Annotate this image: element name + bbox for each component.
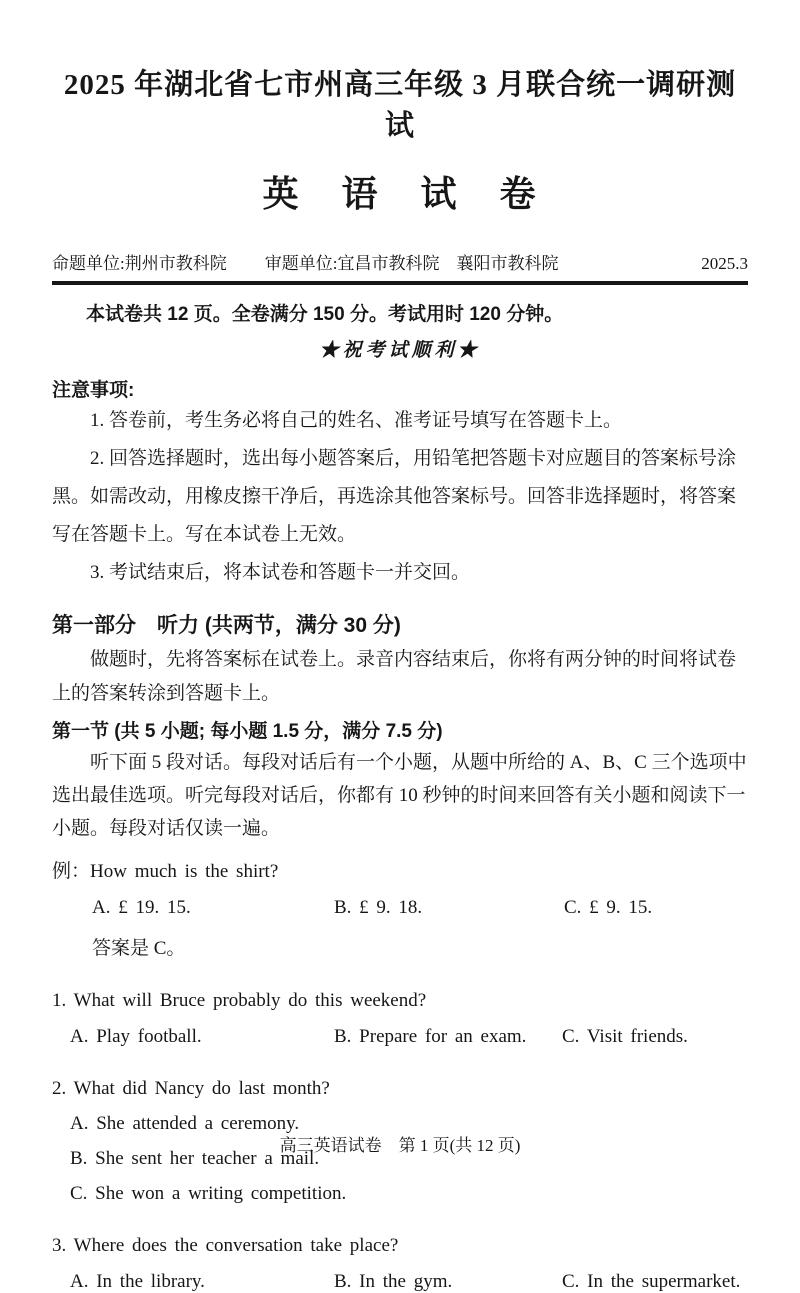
section1-heading: 第一节 (共 5 小题; 每小题 1.5 分，满分 7.5 分)	[52, 721, 443, 742]
paper-title: 2025 年湖北省七市州高三年级 3 月联合统一调研测试	[63, 69, 737, 142]
question-3-option-b: B. In the gym.	[334, 1271, 453, 1292]
example-question-line	[52, 856, 748, 883]
notice-heading: 注意事项:	[52, 380, 135, 401]
header-divider-rule	[52, 281, 748, 285]
section1-instructions: 听下面 5 段对话。每段对话后有一个小题，从题中所给的 A、B、C 三个选项中选出最佳选项。听完每段对话后，你都有 10 秒钟的时间来回答有关小题和阅读下一小题。每段对话仅读一遍。	[52, 752, 747, 839]
paper-summary: 本试卷共 12 页。全卷满分 150 分。考试用时 120 分钟。	[86, 304, 564, 325]
question-1-options-row	[52, 1026, 748, 1048]
subject-title: 英 语 试 卷	[262, 174, 538, 214]
example-options-row	[52, 897, 748, 919]
example-option-a: A. £ 19. 15.	[92, 897, 191, 918]
notice-item-1: 1. 答卷前，考生务必将自己的姓名、准考证号填写在答题卡上。	[90, 410, 623, 431]
notice-item-2: 2. 回答选择题时，选出每小题答案后，用铅笔把答题卡对应题目的答案标号涂黑。如需改动，用橡皮擦干净后，再选涂其他答案标号。回答非选择题时，将答案写在答题卡上。写在本试卷上无效。	[52, 448, 737, 545]
example-option-c: C. £ 9. 15.	[564, 897, 653, 918]
question-2-option-a: A. She attended a ceremony.	[70, 1113, 300, 1134]
exam-date: 2025.3	[701, 254, 748, 273]
question-2-text: 2. What did Nancy do last month?	[52, 1078, 330, 1099]
notice-item-3: 3. 考试结束后，将本试卷和答题卡一并交回。	[90, 562, 471, 583]
notice-section	[52, 375, 748, 592]
question-1-option-c: C. Visit friends.	[562, 1026, 688, 1047]
question-2-option-c: C. She won a writing competition.	[70, 1183, 347, 1204]
part1-heading: 第一部分 听力 (共两节，满分 30 分)	[52, 614, 401, 637]
page-footer: 高三英语试卷 第 1 页(共 12 页)	[279, 1136, 521, 1155]
question-3-option-a: A. In the library.	[70, 1271, 205, 1292]
example-option-b: B. £ 9. 18.	[334, 897, 423, 918]
question-2-option-b: B. She sent her teacher a mail.	[70, 1148, 320, 1169]
question-1	[52, 990, 748, 1048]
example-block	[52, 856, 748, 960]
example-answer: 答案是 C。	[92, 938, 186, 959]
exam-wish-line: ★祝考试顺利★	[319, 340, 481, 361]
part1-intro: 做题时，先将答案标在试卷上。录音内容结束后，你将有两分钟的时间将试卷上的答案转涂到答题卡上。	[52, 649, 737, 704]
question-3	[52, 1235, 748, 1293]
question-1-text: 1. What will Bruce probably do this weekend?	[52, 990, 427, 1011]
question-3-option-c: C. In the supermarket.	[562, 1271, 741, 1292]
reviewer-unit-label: 审题单位:宜昌市教科院 襄阳市教科院	[264, 254, 559, 273]
setter-unit-label: 命题单位:荆州市教科院	[52, 254, 227, 273]
exam-info-row	[52, 249, 748, 274]
question-1-option-b: B. Prepare for an exam.	[334, 1026, 527, 1047]
question-3-text: 3. Where does the conversation take place?	[52, 1235, 399, 1256]
question-3-options-row	[52, 1271, 748, 1293]
question-1-option-a: A. Play football.	[70, 1026, 202, 1047]
example-question: How much is the shirt?	[90, 861, 279, 882]
example-label: 例：	[52, 861, 91, 882]
